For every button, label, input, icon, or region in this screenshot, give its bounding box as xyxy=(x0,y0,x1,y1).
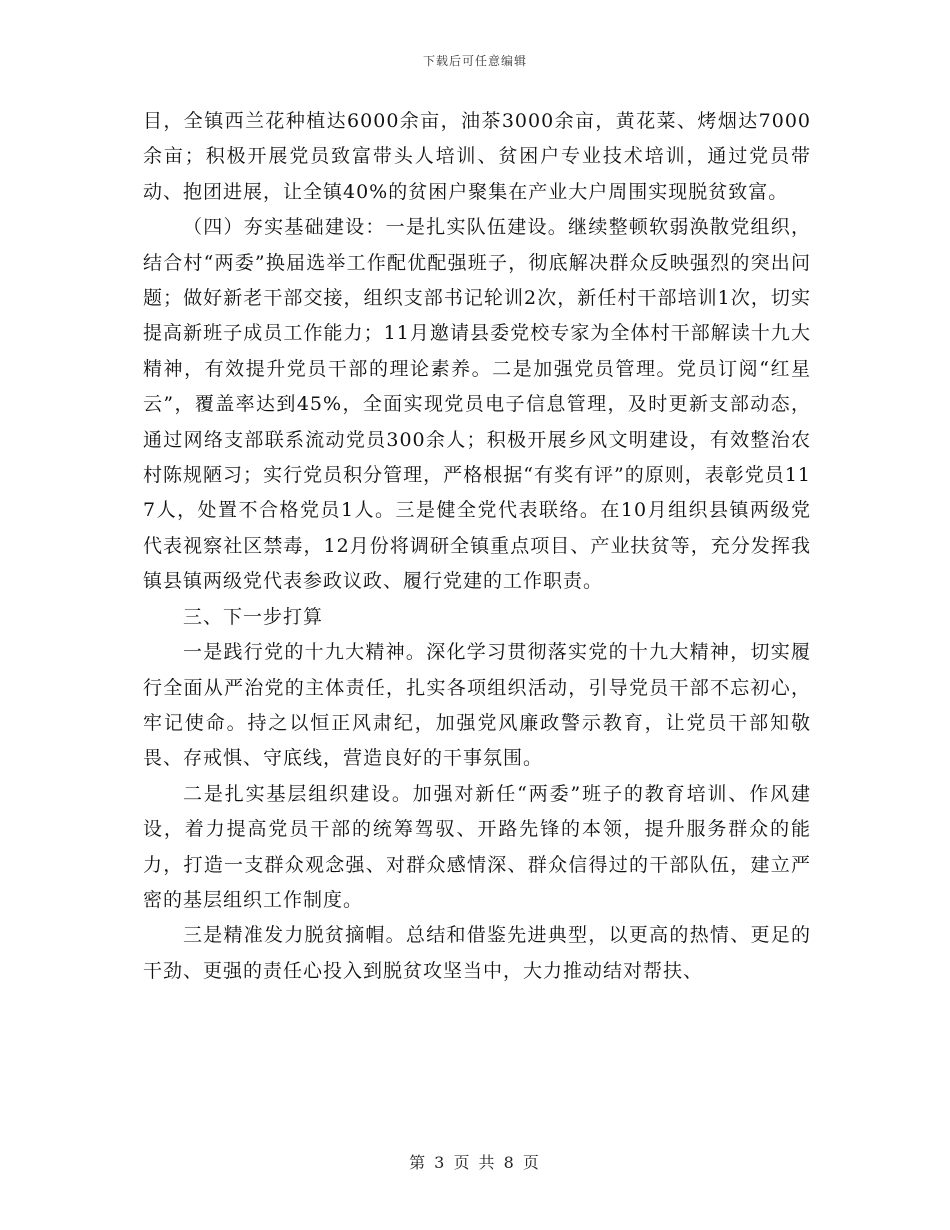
section-heading-next-steps: 三、下一步打算 xyxy=(183,605,324,628)
document-body xyxy=(143,104,811,989)
body-paragraph-step-two: 二是扎实基层组织建设。加强对新任“两委”班子的教育培训、作风建设，着力提高党员干部的统筹驾驭、开路先锋的本领，提升服务群众的能力，打造一支群众观念强、对群众感情深、群众信得过的干部队伍，建立严密的基层组织工作制度。 xyxy=(143,782,811,911)
body-paragraph-foundation-building: （四）夯实基础建设：一是扎实队伍建设。继续整顿软弱涣散党组织，结合村“两委”换届选举工作配优配强班子，彻底解决群众反映强烈的突出问题；做好新老干部交接，组织支部书记轮训2次，新任村干部培训1次，切实提高新班子成员工作能力；11月邀请县委党校专家为全体村干部解读十九大精神，有效提升党员干部的理论素养。二是加强党员管理。党员订阅“红星云”，覆盖率达到45%，全面实现党员电子信息管理，及时更新支部动态，通过网络支部联系流动党员300余人；积极开展乡风文明建设，有效整治农村陈规陋习；实行党员积分管理，严格根据“有奖有评”的原则，表彰党员117人，处置不合格党员1人。三是健全党代表联络。在10月组织县镇两级党代表视察社区禁毒，12月份将调研全镇重点项目、产业扶贫等，充分发挥我镇县镇两级党代表参政议政、履行党建的工作职责。 xyxy=(143,216,811,593)
body-paragraph-step-one: 一是践行党的十九大精神。深化学习贯彻落实党的十九大精神，切实履行全面从严治党的主体责任，扎实各项组织活动，引导党员干部不忘初心，牢记使命。持之以恒正风肃纪，加强党风廉政警示教育，让党员干部知敬畏、存戒惧、守底线，营造良好的干事氛围。 xyxy=(143,641,811,770)
page-header-note: 下载后可任意编辑 xyxy=(422,54,527,68)
body-paragraph-step-three: 三是精准发力脱贫摘帽。总结和借鉴先进典型，以更高的热情、更足的干劲、更强的责任心投入到脱贫攻坚当中，大力推动结对帮扶、 xyxy=(143,924,811,982)
page-number-footer: 第 3 页 共 8 页 xyxy=(409,1153,541,1172)
body-paragraph-continuation: 目，全镇西兰花种植达6000余亩，油茶3000余亩，黄花菜、烤烟达7000余亩；积极开展党员致富带头人培训、贫困户专业技术培训，通过党员带动、抱团进展，让全镇40%的贫困户聚集在产业大户周围实现脱贫致富。 xyxy=(143,110,811,203)
